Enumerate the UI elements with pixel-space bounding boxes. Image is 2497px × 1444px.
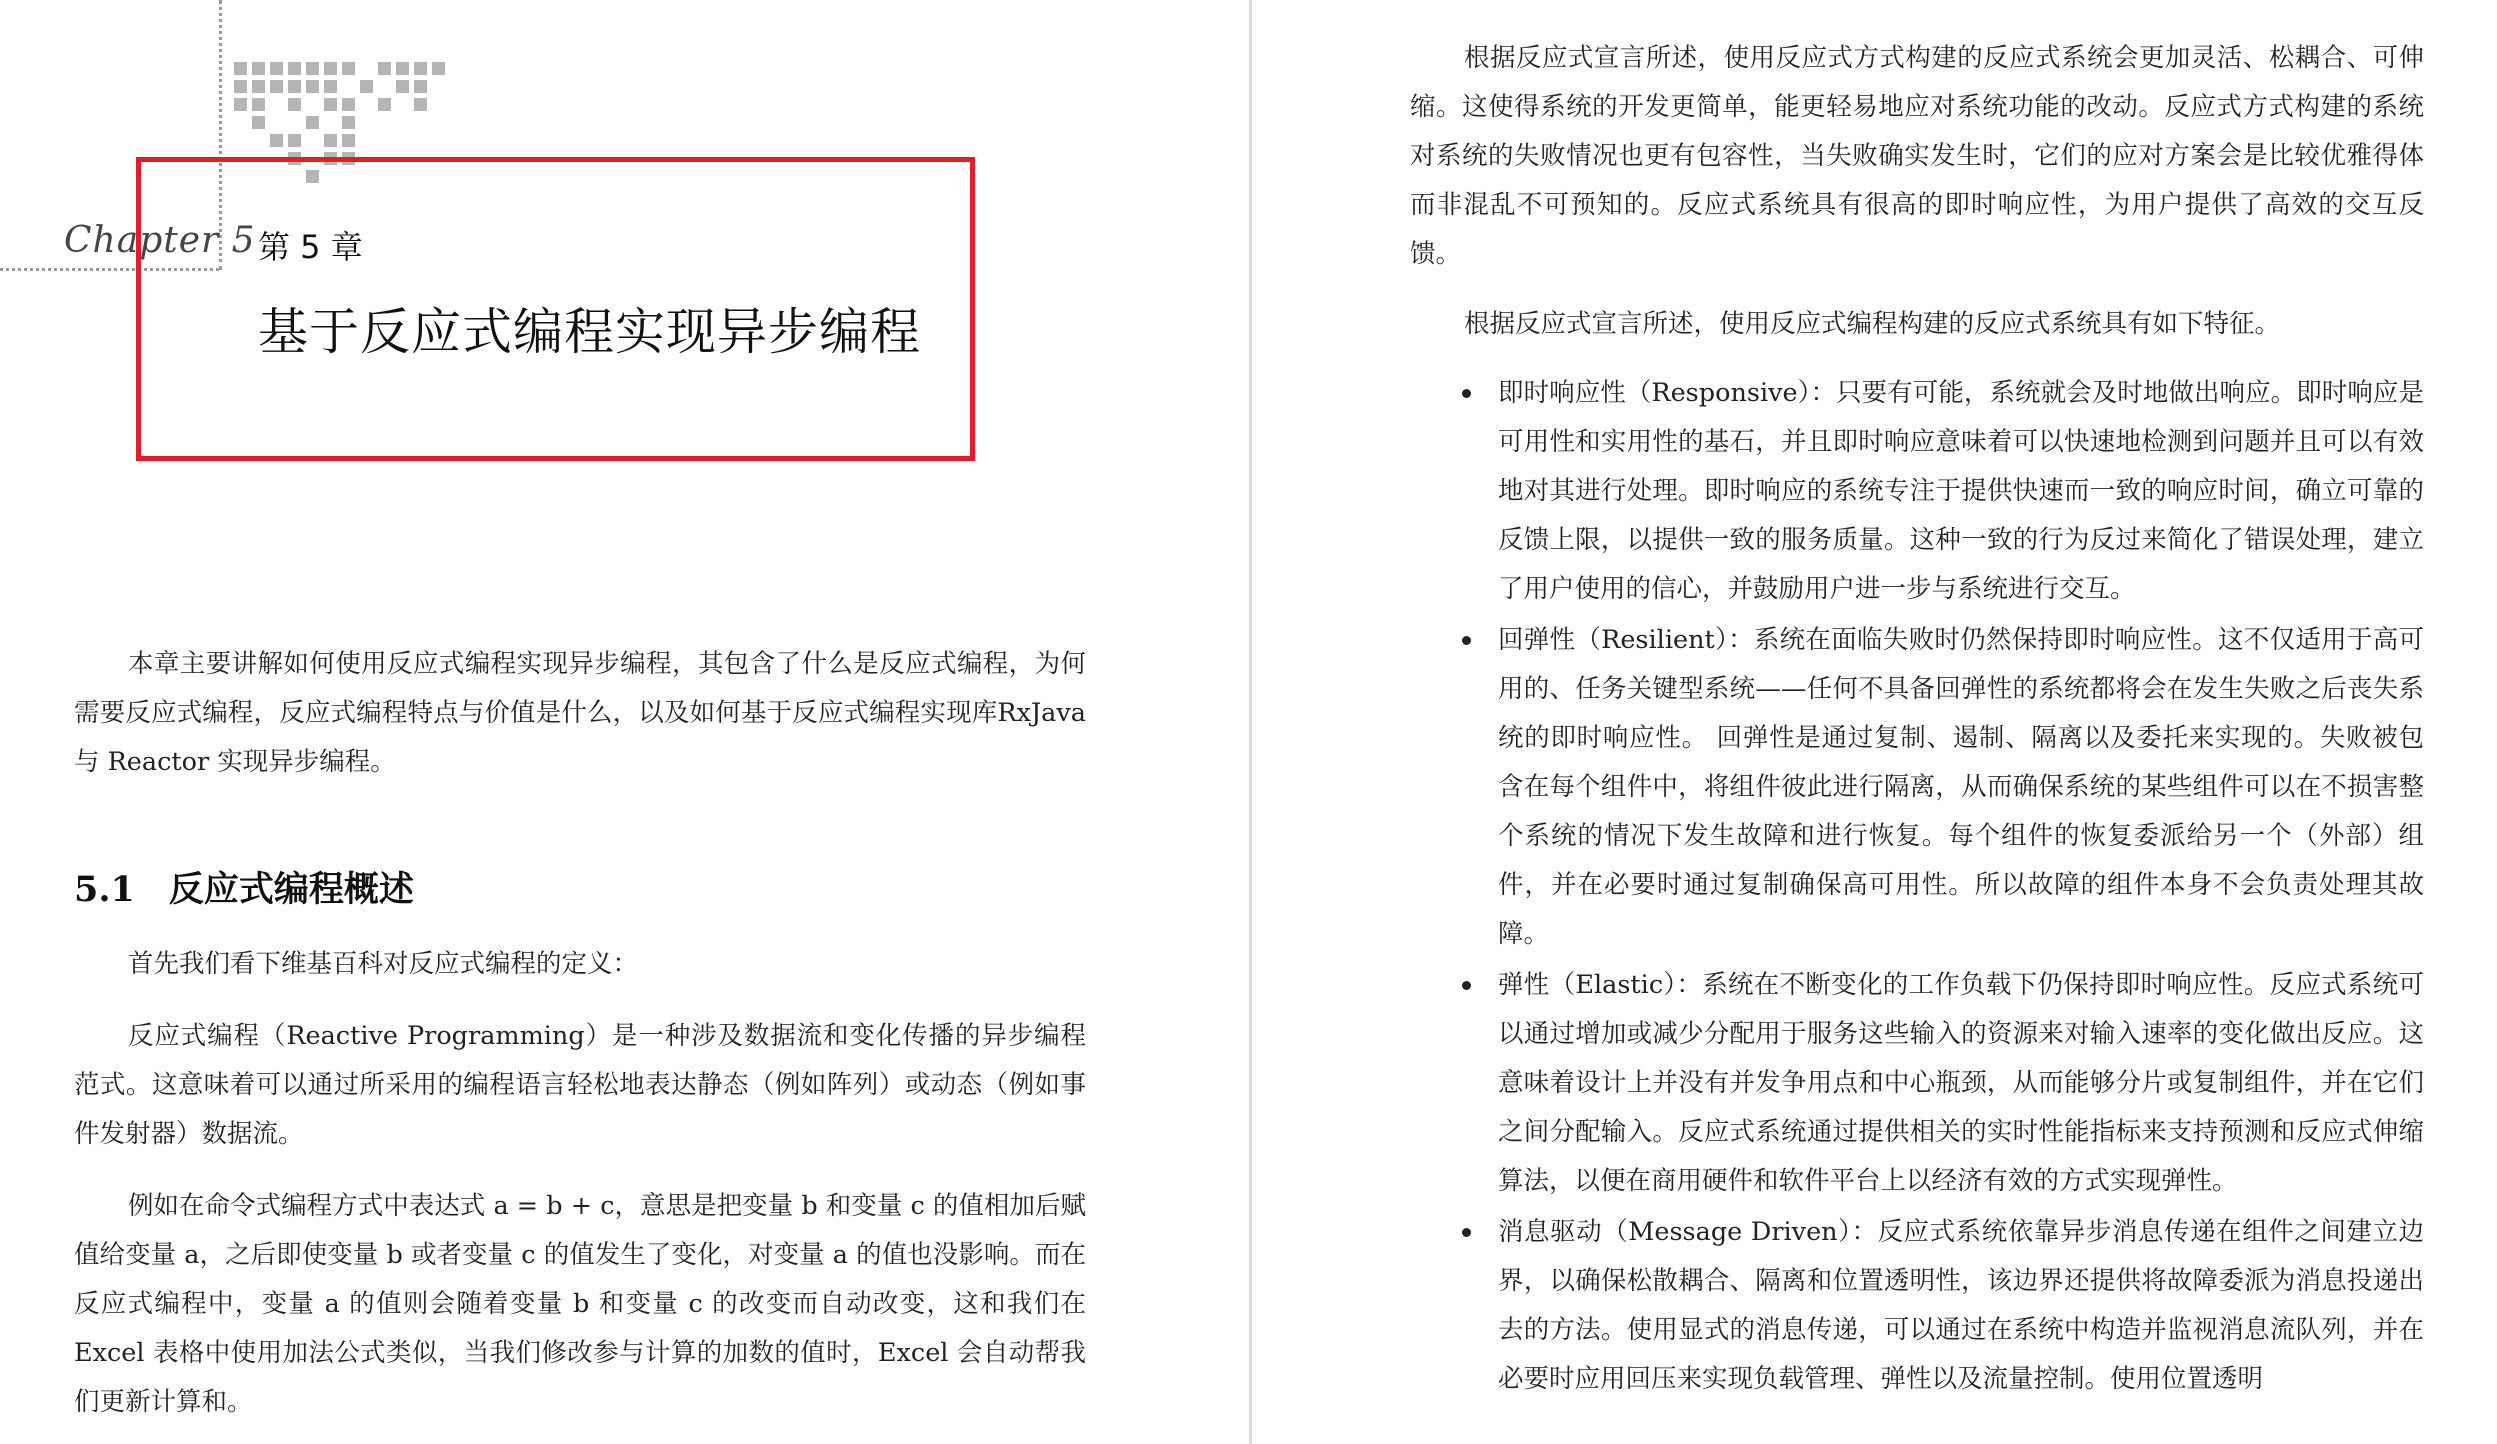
list-item-text: 弹性（Elastic）：系统在不断变化的工作负载下仍保持即时响应性。反应式系统可以通过增加或减少分配用于服务这些输入的资源来对输入速率的变化做出反应。这意味着设计上并没有并发争用点和中心瓶颈，从而能够分片或复制组件，并在它们之间分配输入。反应式系统通过提供相关的实时性能指标来支持预测和反应式伸缩算法，以便在商用硬件和软件平台上以经济有效的方式实现弹性。	[1498, 970, 2424, 1196]
bullet-icon	[1462, 636, 1471, 645]
pixel-square	[234, 62, 247, 75]
pixel-square	[432, 62, 445, 75]
pixel-square	[252, 80, 265, 93]
section-heading	[74, 862, 414, 912]
section-title: 反应式编程概述	[168, 869, 414, 910]
chapter-script-label: Chapter 5	[64, 220, 256, 261]
paragraph: 根据反应式宣言所述，使用反应式编程构建的反应式系统具有如下特征。	[1464, 309, 2281, 339]
pixel-square	[378, 98, 391, 111]
pixel-square	[270, 134, 283, 147]
list-item-text: 回弹性（Resilient）：系统在面临失败时仍然保持即时响应性。这不仅适用于高可用的、任务关键型系统——任何不具备回弹性的系统都将会在发生失败之后丧失系统的即时响应性。 回弹性是通过复制、遏制、隔离以及委托来实现的。失败被包含在每个组件中，将组件彼此进行隔离，从而确保系统的某些组件可以在不损害整个系统的情况下发生故障和进行恢复。每个组件的恢复委派给另一个（外部）组件，并在必要时通过复制确保高可用性。所以故障的组件本身不会负责处理其故障。	[1498, 625, 2424, 949]
list-item	[1410, 961, 2424, 1206]
pixel-square	[306, 62, 319, 75]
feature-bullet-list	[1410, 369, 2424, 1406]
pixel-square	[378, 62, 391, 75]
pixel-square	[414, 80, 427, 93]
pixel-square	[252, 62, 265, 75]
pixel-square	[324, 134, 337, 147]
pixel-square	[324, 80, 337, 93]
pixel-square	[270, 62, 283, 75]
pixel-square	[342, 134, 355, 147]
section-number: 5.1	[74, 869, 135, 910]
pixel-square	[342, 116, 355, 129]
bullet-icon	[1462, 389, 1471, 398]
pixel-square	[252, 98, 265, 111]
pixel-square	[306, 116, 319, 129]
pixel-square	[288, 98, 301, 111]
paragraph: 反应式编程（Reactive Programming）是一种涉及数据流和变化传播的异步编程范式。这意味着可以通过所采用的编程语言轻松地表达静态（例如阵列）或动态（例如事件发射器）数据流。	[74, 1021, 1086, 1149]
pixel-square	[288, 62, 301, 75]
pixel-square	[288, 80, 301, 93]
red-highlight-box	[136, 157, 975, 461]
chapter-intro-paragraph: 本章主要讲解如何使用反应式编程实现异步编程，其包含了什么是反应式编程，为何需要反应式编程，反应式编程特点与价值是什么，以及如何基于反应式编程实现库RxJava 与 Reactor 实现异步编程。	[74, 649, 1086, 777]
paragraph: 例如在命令式编程方式中表达式 a = b + c，意思是把变量 b 和变量 c 的值相加后赋值给变量 a，之后即使变量 b 或者变量 c 的值发生了变化，对变量 a 的值也没影响。而在反应式编程中，变量 a 的值则会随着变量 b 和变量 c 的改变而自动改变，这和我们在 Excel 表格中使用加法公式类似，当我们修改参与计算的加数的值时，Excel 会自动帮我们更新计算和。	[74, 1191, 1086, 1417]
list-item-text: 消息驱动（Message Driven）：反应式系统依靠异步消息传递在组件之间建立边界，以确保松散耦合、隔离和位置透明性，该边界还提供将故障委派为消息投递出去的方法。使用显式的消息传递，可以通过在系统中构造并监视消息流队列，并在必要时应用回压来实现负载管理、弹性以及流量控制。使用位置透明	[1498, 1217, 2424, 1394]
pixel-square	[342, 98, 355, 111]
pixel-square	[324, 62, 337, 75]
pixel-square	[396, 62, 409, 75]
pixel-square	[234, 80, 247, 93]
list-item	[1410, 369, 2424, 614]
pixel-square	[414, 98, 427, 111]
pixel-square	[342, 62, 355, 75]
paragraph: 首先我们看下维基百科对反应式编程的定义：	[128, 949, 639, 979]
bullet-icon	[1462, 981, 1471, 990]
pixel-square	[396, 80, 409, 93]
pixel-square	[252, 116, 265, 129]
pixel-square	[234, 98, 247, 111]
pixel-square	[306, 80, 319, 93]
bullet-icon	[1462, 1228, 1471, 1237]
pixel-square	[324, 98, 337, 111]
paragraph: 根据反应式宣言所述，使用反应式方式构建的反应式系统会更加灵活、松耦合、可伸缩。这使得系统的开发更简单，能更轻易地应对系统功能的改动。反应式方式构建的系统对系统的失败情况也更有包容性，当失败确实发生时，它们的应对方案会是比较优雅得体而非混乱不可预知的。反应式系统具有很高的即时响应性，为用户提供了高效的交互反馈。	[1410, 43, 2424, 269]
list-item-text: 即时响应性（Responsive）：只要有可能，系统就会及时地做出响应。即时响应是可用性和实用性的基石，并且即时响应意味着可以快速地检测到问题并且可以有效地对其进行处理。即时响应的系统专注于提供快速而一致的响应时间，确立可靠的反馈上限，以提供一致的服务质量。这种一致的行为反过来简化了错误处理，建立了用户使用的信心，并鼓励用户进一步与系统进行交互。	[1498, 378, 2424, 604]
pixel-square	[288, 134, 301, 147]
chapter-number: 第 5 章	[258, 228, 363, 266]
chapter-title: 基于反应式编程实现异步编程	[258, 303, 921, 361]
pixel-square	[360, 80, 373, 93]
list-item	[1410, 616, 2424, 959]
list-item	[1410, 1208, 2424, 1404]
pixel-square	[414, 62, 427, 75]
pixel-square	[270, 80, 283, 93]
